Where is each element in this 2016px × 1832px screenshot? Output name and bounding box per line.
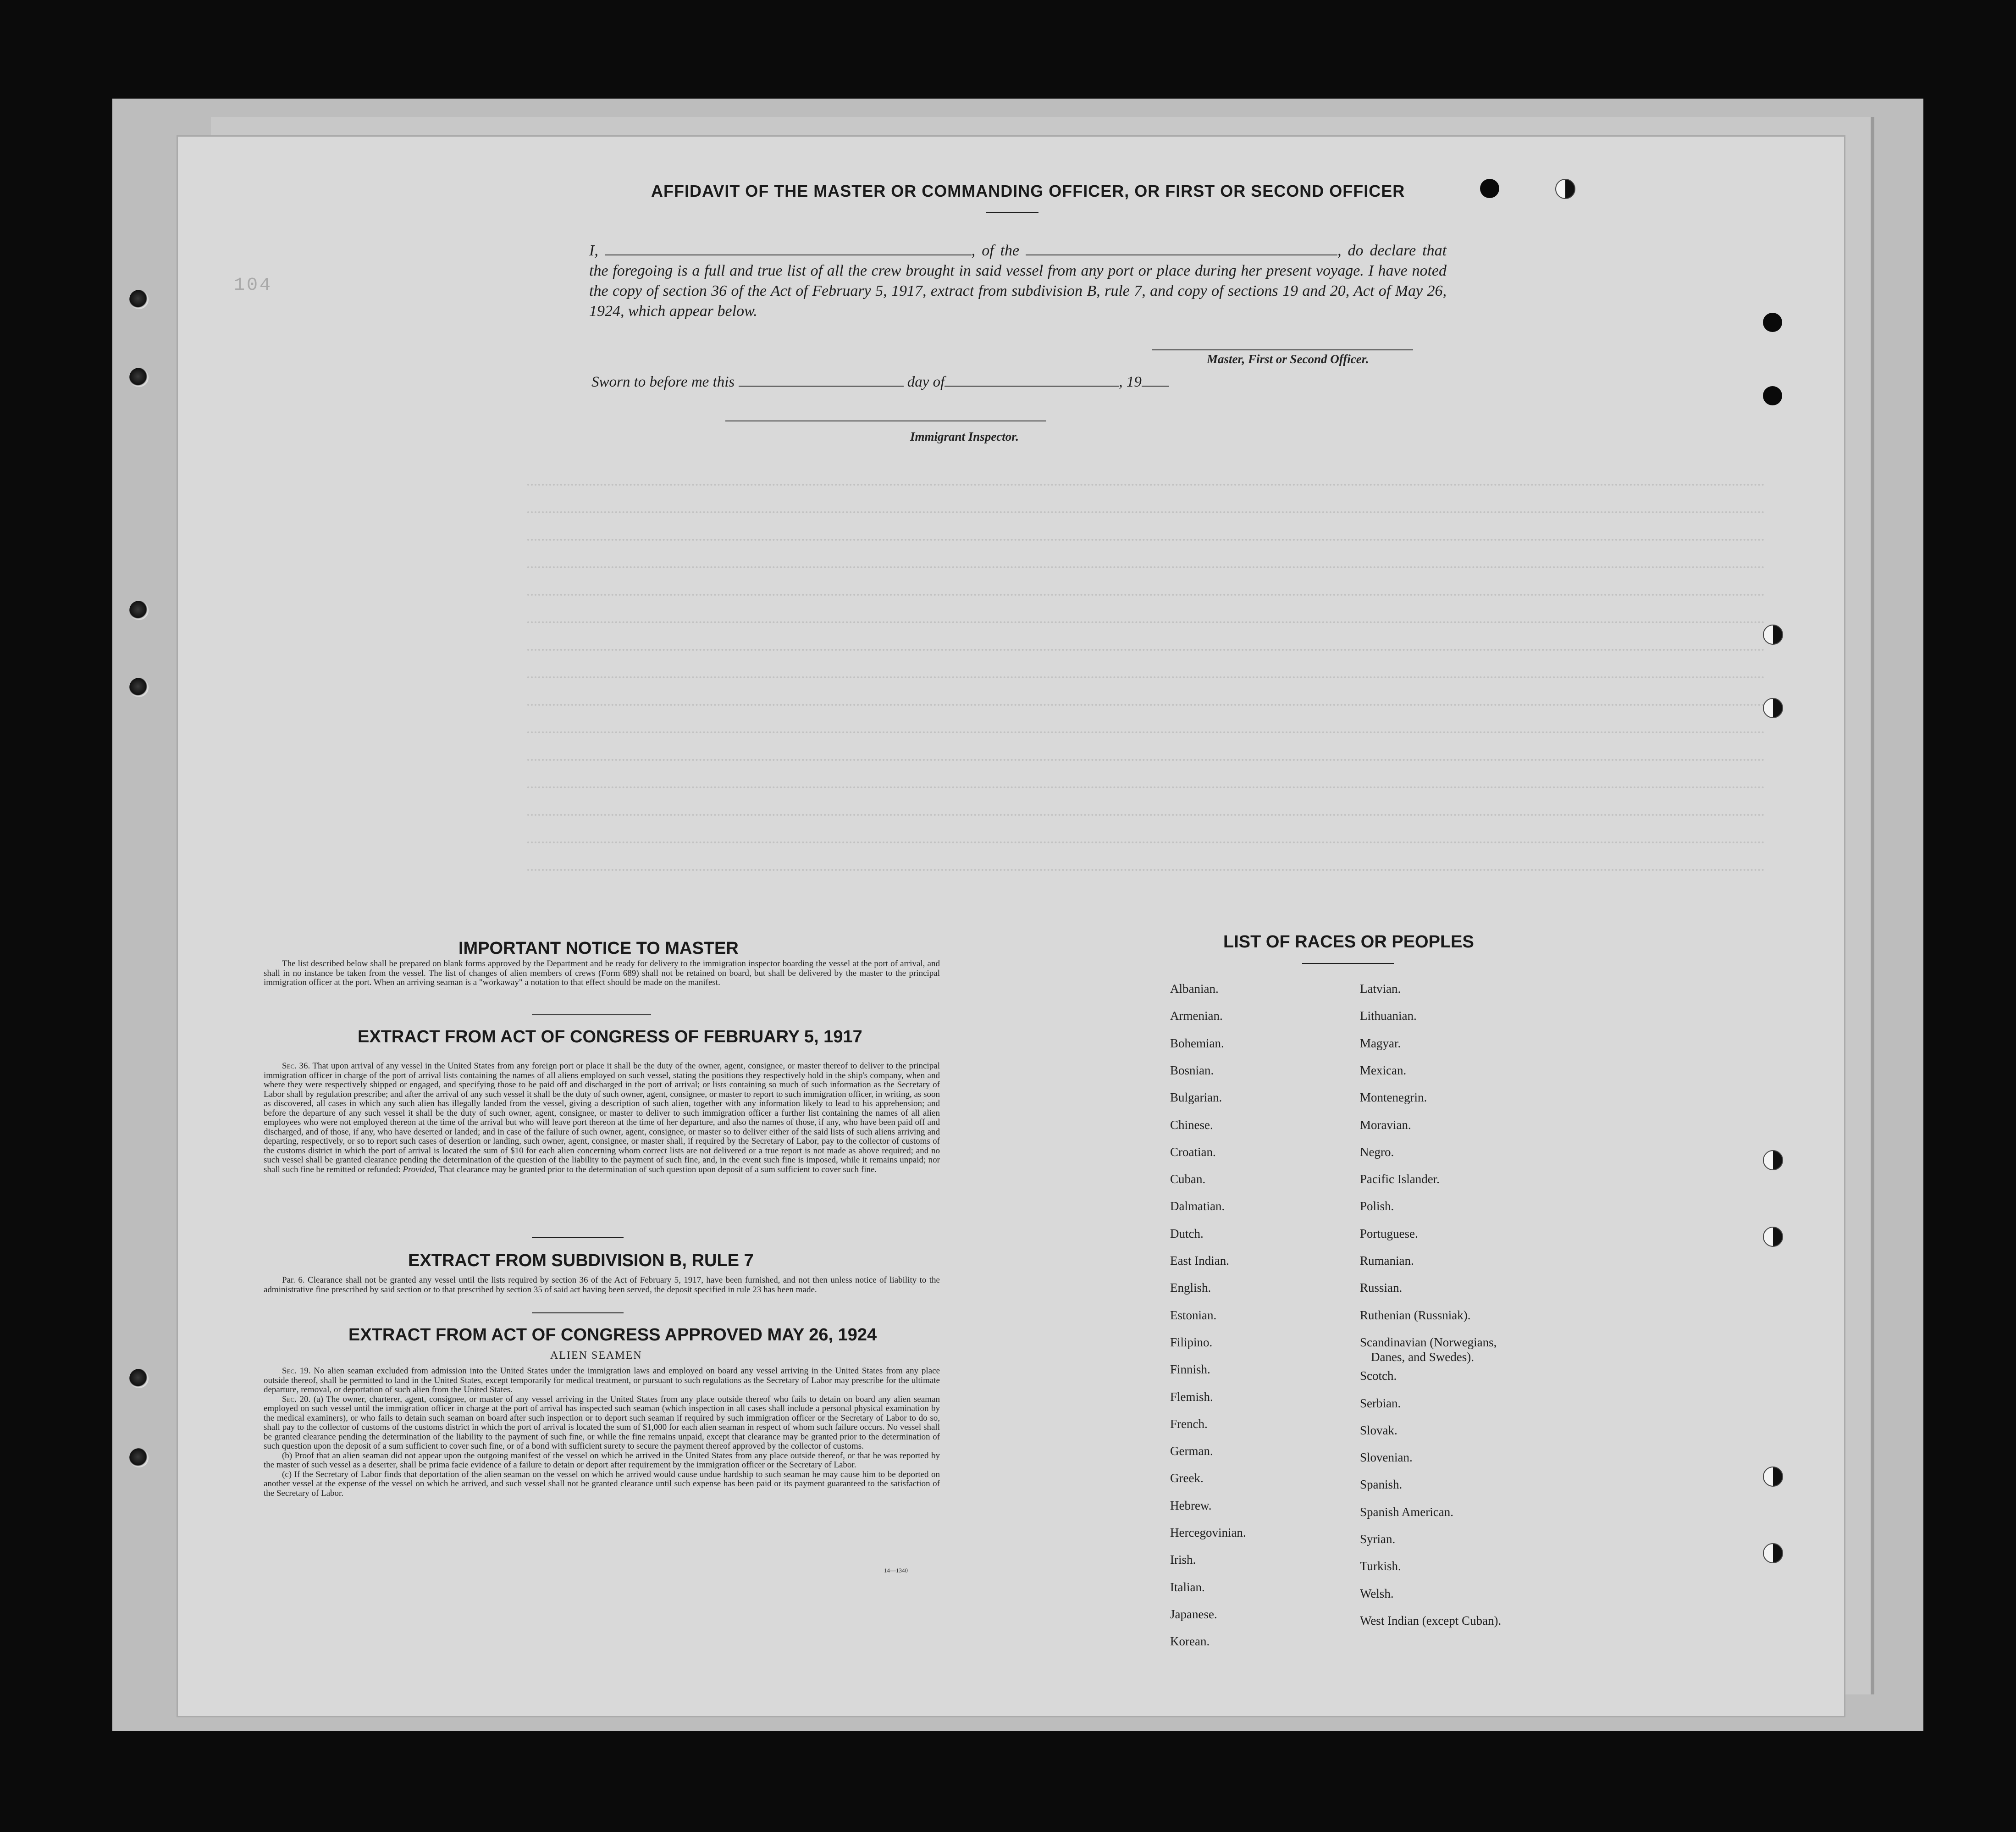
race-item: Polish. (1360, 1199, 1394, 1213)
punch-mark (1763, 1543, 1783, 1563)
bleed-row (527, 759, 1765, 765)
race-item: Ruthenian (Russniak). (1360, 1308, 1471, 1322)
decl-of-the: , of the (971, 242, 1020, 259)
race-item: Filipino. (1170, 1335, 1213, 1349)
race-item: Irish. (1170, 1553, 1196, 1566)
race-item: English. (1170, 1281, 1211, 1295)
notice-title: IMPORTANT NOTICE TO MASTER (458, 939, 739, 958)
race-item: East Indian. (1170, 1254, 1229, 1267)
title-rule (986, 212, 1038, 213)
binder-hole (129, 1448, 149, 1467)
bleed-row (527, 649, 1765, 655)
sec36-tail: That clearance may be granted prior to the determination of such question upon deposit of a sum sufficient to cover such fine. (438, 1164, 877, 1174)
race-item: Portuguese. (1360, 1227, 1418, 1240)
bleed-row (527, 814, 1765, 820)
race-item: Estonian. (1170, 1308, 1217, 1322)
punch-mark (1763, 1467, 1783, 1487)
sec36-provided: Provided, (403, 1164, 437, 1174)
race-item: Korean. (1170, 1634, 1210, 1648)
sworn-year-blank[interactable] (1142, 376, 1169, 387)
race-item: Syrian. (1360, 1532, 1396, 1546)
race-item: Armenian. (1170, 1009, 1223, 1023)
bleed-row (527, 511, 1765, 518)
vessel-blank[interactable] (1026, 244, 1337, 255)
race-item: Bulgarian. (1170, 1090, 1222, 1104)
sec20a-paragraph (264, 1395, 940, 1451)
bleed-row (527, 869, 1765, 875)
race-item: West Indian (except Cuban). (1360, 1614, 1502, 1627)
race-item: Montenegrin. (1360, 1090, 1427, 1104)
race-item: Magyar. (1360, 1036, 1401, 1050)
race-item: Lithuanian. (1360, 1009, 1417, 1023)
race-item: Pacific Islander. (1360, 1172, 1440, 1186)
sworn-prefix: Sworn to before me this (591, 374, 735, 390)
sec20-label: Sec. 20. (282, 1394, 311, 1404)
race-item: Serbian. (1360, 1396, 1401, 1410)
race-item: Bosnian. (1170, 1063, 1214, 1077)
bleed-row (527, 841, 1765, 848)
sec19-paragraph (264, 1367, 940, 1395)
race-item: Negro. (1360, 1145, 1394, 1159)
sec20b-paragraph: (b) Proof that an alien seaman did not appear upon the outgoing manifest of the vessel on which he arrived in the United States from any place outside thereof, or that he was reported by the master of such vessel as a deserter, shall be prima facie evidence of a failure to detain or deport after requirement by the immigration officer or the Secretary of Labor. (264, 1450, 940, 1470)
sec36-label: Sec. 36. (282, 1061, 310, 1071)
binder-hole (129, 290, 149, 309)
race-item: Mexican. (1360, 1063, 1407, 1077)
master-signature-caption: Master, First or Second Officer. (1207, 352, 1369, 366)
name-blank[interactable] (605, 244, 972, 255)
binder-hole (129, 368, 149, 387)
bleed-row (527, 566, 1765, 573)
punch-mark (1763, 625, 1783, 645)
race-item: German. (1170, 1444, 1213, 1458)
race-item: Dutch. (1170, 1227, 1204, 1240)
race-item: Spanish. (1360, 1478, 1403, 1491)
race-item: Hebrew. (1170, 1499, 1212, 1512)
race-item: Latvian. (1360, 982, 1401, 996)
bleed-row (527, 704, 1765, 710)
master-signature-line[interactable] (1152, 349, 1413, 350)
sworn-day-of: day of (907, 374, 945, 390)
punch-mark (1763, 698, 1783, 718)
bleed-row (527, 594, 1765, 600)
section-rule (532, 1237, 624, 1238)
extract-rule7-title: EXTRACT FROM SUBDIVISION B, RULE 7 (408, 1251, 754, 1270)
extract-1917-text (264, 1062, 940, 1174)
bleed-row (527, 539, 1765, 545)
race-item: Italian. (1170, 1580, 1205, 1594)
sworn-line (591, 374, 1169, 391)
section-rule (532, 1312, 624, 1313)
extract-1924-title: EXTRACT FROM ACT OF CONGRESS APPROVED MAY 26, 1924 (348, 1325, 877, 1345)
bleed-row (527, 621, 1765, 628)
race-item: Spanish American. (1360, 1505, 1453, 1519)
race-item: Rumanian. (1360, 1254, 1414, 1267)
bleed-row (527, 786, 1765, 793)
race-item: Albanian. (1170, 982, 1219, 996)
punch-mark (1480, 179, 1499, 198)
race-item: Russian. (1360, 1281, 1403, 1295)
decl-do-declare: , do declare (1337, 242, 1416, 259)
punch-mark (1763, 386, 1782, 405)
decl-i: I, (589, 242, 598, 259)
race-item: Moravian. (1360, 1118, 1411, 1132)
race-item: Scotch. (1360, 1369, 1397, 1383)
races-title-rule (1302, 963, 1394, 964)
sec20a-body: (a) The owner, charterer, agent, consignee, or master of any vessel arriving in the United States from any place outside thereof who fails to detain on board any alien seaman employed on such vessel until the immigration officer in charge at the port of arrival has inspected such seaman (which inspection in all cases shall include a personal physical examination by the medical examiners), or who fails to detain such seaman on board after such inspection or to deport such seaman if required by such immigration officer or the Secretary of Labor to do so, shall pay to the collector of customs of the customs district in which the port of arrival is located the sum of $1,000 for each alien seaman in respect of whom such failure occurs. No vessel shall be granted clearance pending the determination of the liability to the payment of such fine, or while the fine remains unpaid, except that clearance may be granted prior to the determination of such question upon the deposit of a sum sufficient to cover such fine, or of a bond with sufficient surety to secure the payment thereof approved by the collector of customs. (264, 1394, 940, 1451)
race-item: Danes, and Swedes). (1371, 1350, 1474, 1364)
race-item: Greek. (1170, 1471, 1204, 1485)
binder-hole (129, 1369, 149, 1388)
race-item: Bohemian. (1170, 1036, 1224, 1050)
sec36-body: That upon arrival of any vessel in the United States from any foreign port or place it shall be the duty of the owner, agent, consignee, or master thereof to deliver to the principal immigration officer in charge of the port of arrival lists containing the names of all aliens employed on such vessel, stating the positions they respectively hold in the ship's company, when and where they were respectively shipped or engaged, and specifying those to be paid off and discharged in the port of arrival; or lists containing so much of such information as the Secretary of Labor shall by regulation prescribe; and after the arrival of any such vessel it shall be the duty of such owner, agent, consignee, or master to report to such immigration officer, in writing, as soon as discovered, all cases in which any such alien has illegally landed from the vessel, giving a description of such alien, together with any information likely to lead to his apprehension; and before the departure of any such vessel it shall be the duty of such owner, agent, consignee, or master to deliver to such immigration officer a further list containing the names of all alien employees who were not employed thereon at the time of the arrival but who will leave port thereon at the time of her departure, and also the names of those, if any, who have been paid off and discharged, and of those, if any, who have deserted or landed; and in case of the failure of such owner, agent, consignee, or master so to deliver either of the said lists of such aliens arriving and departing, respectively, or so to report such cases of desertion or landing, such owner, agent, consignee, or master shall, if required by the Secretary of Labor, pay to the collector of customs of the customs district in which the port of arrival is located the sum of $10 for each alien concerning whom correct lists are not delivered or a true report is not made as above required; and no such vessel shall be granted clearance pending the determination of the question of the liability to the payment of such fine, and, in the event such fine is imposed, while it remains unpaid; nor shall such fine be remitted or refunded: (264, 1061, 940, 1174)
section-rule (532, 1014, 651, 1015)
punch-mark (1763, 1227, 1783, 1247)
race-item: Slovenian. (1360, 1450, 1413, 1464)
bleed-row (527, 484, 1765, 490)
margin-stamp: 104 (234, 275, 273, 296)
race-item: Dalmatian. (1170, 1199, 1225, 1213)
extract-1917-title: EXTRACT FROM ACT OF CONGRESS OF FEBRUARY 5, 1917 (358, 1027, 862, 1046)
sworn-month-blank[interactable] (944, 376, 1119, 387)
extract-rule7-text: Par. 6. Clearance shall not be granted any vessel until the lists required by section 36 of the Act of February 5, 1917, have been furnished, and not then unless notice of liability to the administrative fine prescribed by said section or to that prescribed by section 35 of said act having been served, the deposit specified in rule 23 has been made. (264, 1275, 940, 1295)
punch-mark (1763, 1150, 1783, 1170)
sworn-year-prefix: , 19 (1119, 374, 1142, 390)
race-item: Slovak. (1360, 1423, 1397, 1437)
race-item: Turkish. (1360, 1559, 1401, 1573)
races-title: LIST OF RACES OR PEOPLES (1223, 932, 1474, 952)
bleed-row (527, 731, 1765, 738)
decl-body: that the foregoing is a full and true list of all the crew brought in said vessel from any port or place during her present voyage. I have noted the copy of section 36 of the Act of February 5, 1917, extract from subdivision B, rule 7, and copy of sections 19 and 20, Act of May 26, 1924, which appear below. (589, 242, 1447, 320)
race-item: Welsh. (1360, 1587, 1394, 1600)
punch-mark (1763, 313, 1782, 332)
race-item: Finnish. (1170, 1362, 1210, 1376)
inspector-caption: Immigrant Inspector. (910, 430, 1019, 443)
sec19-label: Sec. 19. (282, 1366, 311, 1376)
extract-1924-subtitle: ALIEN SEAMEN (550, 1350, 642, 1362)
notice-text: The list described below shall be prepared on blank forms approved by the Department and be ready for delivery to the immigration inspector boarding the vessel at the port of arrival, and shall in no instance be taken from the vessel. The list of changes of alien members of crews (Form 689) shall not be retained on board, but shall be delivered by the master to the principal immigration officer at the port. When an arriving seaman is a "workaway" a notation to that effect should be made on the manifest. (264, 959, 940, 987)
sec19-body: No alien seaman excluded from admission into the United States under the immigration laws and employed on board any vessel arriving in the United States from any place outside thereof, shall be permitted to land in the United States, except temporarily for medical treatment, or pursuant to such regulations as the Secretary of Labor may prescribe for the ultimate departure, removal, or deportation of such alien from the United States. (264, 1366, 940, 1395)
sec20c-paragraph: (c) If the Secretary of Labor finds that deportation of the alien seaman on the vessel on which he arrived would cause undue hardship to such seaman he may cause him to be deported on another vessel at the expense of the vessel on which he arrived, and such vessel shall not be granted clearance until such expense has been paid or its payment guaranteed to the satisfaction of the Secretary of Labor. (264, 1469, 940, 1498)
race-item: Croatian. (1170, 1145, 1216, 1159)
affidavit-title: AFFIDAVIT OF THE MASTER OR COMMANDING OFFICER, OR FIRST OR SECOND OFFICER (651, 182, 1405, 200)
race-item: Flemish. (1170, 1390, 1213, 1404)
affidavit-declaration (589, 241, 1447, 321)
race-item: Cuban. (1170, 1172, 1206, 1186)
race-item: French. (1170, 1417, 1208, 1431)
race-item: Hercegovinian. (1170, 1526, 1246, 1539)
binder-hole (129, 601, 149, 620)
bleed-row (527, 676, 1765, 683)
binder-hole (129, 678, 149, 697)
punch-mark (1555, 179, 1575, 199)
race-item: Chinese. (1170, 1118, 1213, 1132)
sworn-day-blank[interactable] (739, 376, 904, 387)
extract-1924-text (264, 1367, 940, 1498)
form-number: 14—1340 (884, 1567, 908, 1574)
race-item: Scandinavian (Norwegians, (1360, 1335, 1497, 1349)
race-item: Japanese. (1170, 1607, 1217, 1621)
